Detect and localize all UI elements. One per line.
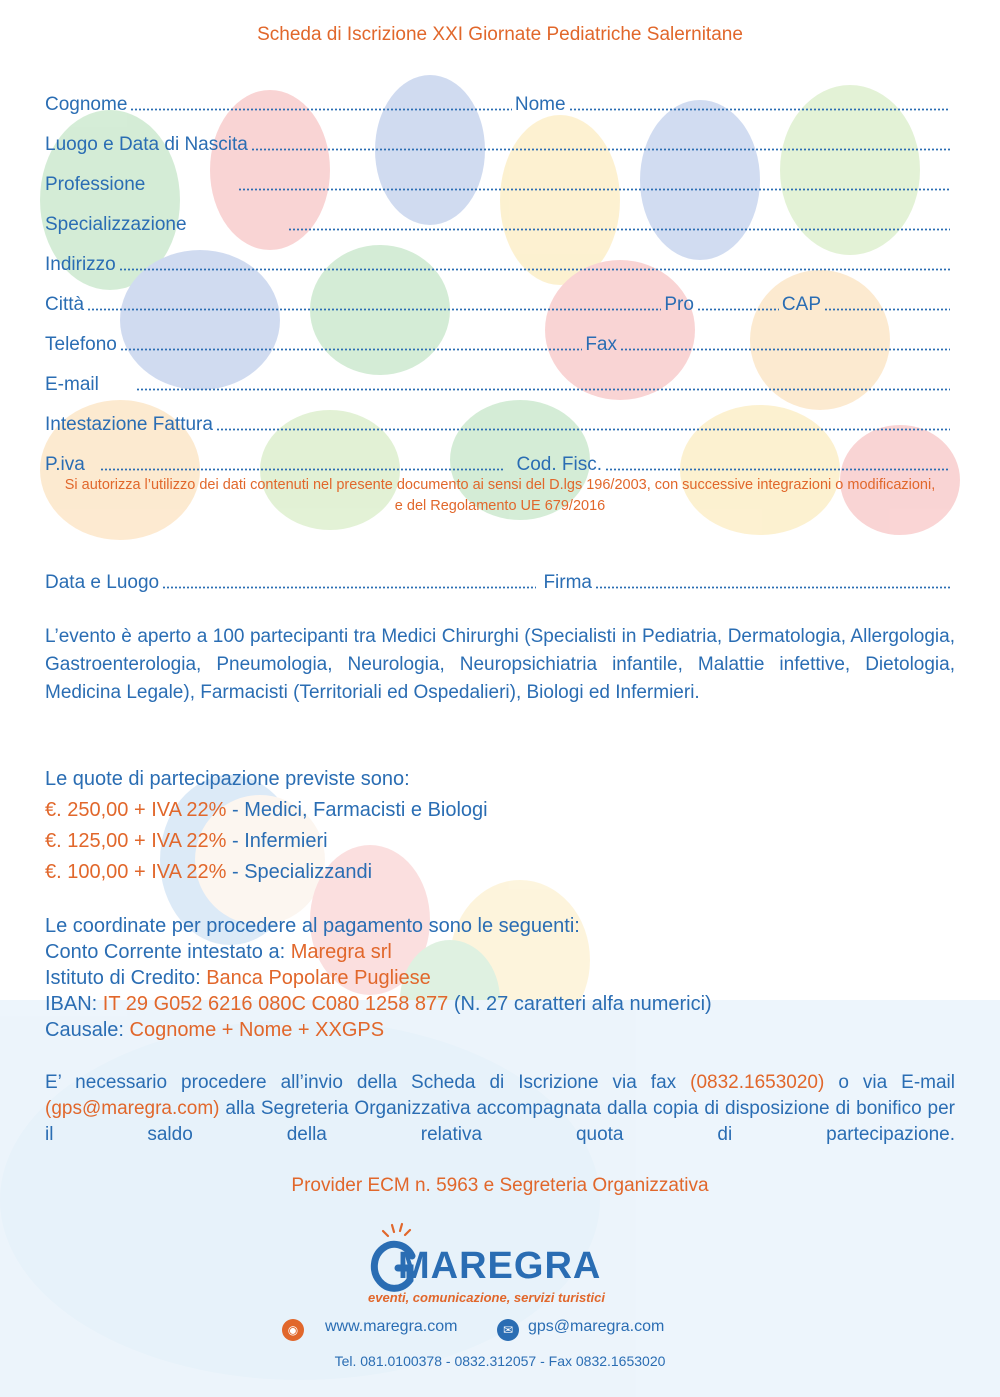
professione-label: Professione [45,174,146,195]
send-instructions [45,1070,955,1148]
phone-fax-line: Tel. 081.0100378 - 0832.312057 - Fax 0832.1653020 [334,1353,666,1369]
form-row-citta [45,290,953,316]
event-description: L’evento è aperto a 100 partecipanti tra Medici Chirurghi (Specialisti in Pediatria, Dermatologia, Allergologia, Gastroenterologia, Pneumologia, Neurologia, Neuropsichiatria infantile, Malattie infettive, Dietologia, Medicina Legale), Farmacisti (Territoriali ed Ospedalieri), Biologi ed Infermieri. [45,626,955,703]
page-title: Scheda di Iscrizione XXI Giornate Pediatriche Salernitane [257,24,743,45]
nome-field[interactable] [569,108,950,111]
provider-text: Provider ECM n. 5963 e Segreteria Organizzativa [291,1175,709,1196]
intestazione-fattura-label: Intestazione Fattura [45,414,213,435]
indirizzo-field[interactable] [119,268,950,271]
quote-item [45,830,328,853]
envelope-icon: ✉ [497,1319,519,1341]
piva-field[interactable] [100,468,505,471]
luogo-data-nascita-label: Luogo e Data di Nascita [45,134,248,155]
payment-istituto [45,967,431,990]
payment-conto [45,941,392,964]
quote-heading: Le quote di partecipazione previste sono: [45,768,410,790]
email-field[interactable] [136,388,950,391]
nome-label: Nome [514,94,566,115]
form-row-intestazione [45,410,953,436]
intestazione-fattura-field[interactable] [216,428,950,431]
payment-iban [45,993,712,1016]
luogo-data-nascita-field[interactable] [251,148,950,151]
website-link[interactable]: www.maregra.com [325,1318,458,1335]
form-row-indirizzo [45,250,953,276]
iban-value: IT 29 G052 6216 080C C080 1258 877 [102,993,449,1015]
cognome-field[interactable] [130,108,511,111]
quote-item [45,799,488,822]
cognome-label: Cognome [45,94,128,115]
specializzazione-label: Specializzazione [45,214,187,235]
indirizzo-label: Indirizzo [45,254,116,275]
istituto-value: Banca Popolare Pugliese [206,967,431,989]
logo-tagline: eventi, comunicazione, servizi turistici [368,1290,605,1305]
firma-label: Firma [543,572,592,593]
data-luogo-label: Data e Luogo [45,572,160,593]
cap-field[interactable] [824,308,950,311]
logo-name: MAREGRA [398,1245,602,1287]
send-text-1: E’ necessario procedere all’invio della Scheda di Iscrizione via fax [45,1072,691,1093]
telefono-label: Telefono [45,334,117,355]
globe-icon: ◉ [282,1319,304,1341]
quote-audience: - Specializzandi [226,861,373,883]
payment-causale [45,1019,384,1042]
codfisc-label: Cod. Fisc. [516,454,602,475]
professione-field[interactable] [238,188,950,191]
payment-heading: Le coordinate per procedere al pagamento sono le seguenti: [45,915,580,937]
data-luogo-field[interactable] [162,586,536,589]
send-text-2: o via E-mail [838,1072,955,1093]
fax-field[interactable] [620,348,950,351]
form-row-nascita [45,130,953,156]
codfisc-field[interactable] [605,468,950,471]
conto-value: Maregra srl [290,941,392,963]
iban-label: IBAN: [45,993,103,1015]
quote-audience: - Medici, Farmacisti e Biologi [226,799,488,821]
causale-value: Cognome + Nome + XXGPS [129,1019,385,1041]
specializzazione-field[interactable] [288,228,950,231]
fax-label: Fax [585,334,617,355]
quote-price: €. 125,00 + IVA 22% [45,830,227,852]
istituto-label: Istituto di Credito: [45,967,207,989]
iban-note: (N. 27 caratteri alfa numerici) [448,993,712,1015]
privacy-notice: Si autorizza l’utilizzo dei dati contenuti nel presente documento ai sensi del D.lgs 196/2003, con successive integrazioni o modificazioni, e del Regolamento UE 679/2016 [64,477,936,514]
citta-label: Città [45,294,85,315]
pro-field[interactable] [697,308,779,311]
conto-label: Conto Corrente intestato a: [45,941,291,963]
email-link[interactable]: gps@maregra.com [528,1318,665,1335]
form-row-specializzazione [45,210,953,236]
quote-price: €. 250,00 + IVA 22% [45,799,227,821]
form-row-email [45,370,953,396]
form-row-cognome-nome [45,90,953,116]
form-row-professione [45,170,953,196]
form-row-piva-codfisc [45,450,953,476]
form-row-data-firma [45,568,953,594]
piva-label: P.iva [45,454,85,475]
send-email: (gps@maregra.com) [45,1098,220,1119]
telefono-field[interactable] [120,348,582,351]
citta-field[interactable] [87,308,661,311]
quote-audience: - Infermieri [226,830,328,852]
form-row-telefono-fax [45,330,953,356]
cap-label: CAP [781,294,821,315]
send-text-3: alla Segreteria Organizzativa accompagnata dalla copia di disposizione di bonifico per il saldo della relativa quota di partecipazione. [45,1098,955,1145]
firma-field[interactable] [595,586,950,589]
causale-label: Causale: [45,1019,130,1041]
send-fax: (0832.1653020) [690,1072,825,1093]
email-label: E-mail [45,374,99,395]
pro-label: Pro [664,294,694,315]
quote-price: €. 100,00 + IVA 22% [45,861,227,883]
quote-item [45,861,372,884]
